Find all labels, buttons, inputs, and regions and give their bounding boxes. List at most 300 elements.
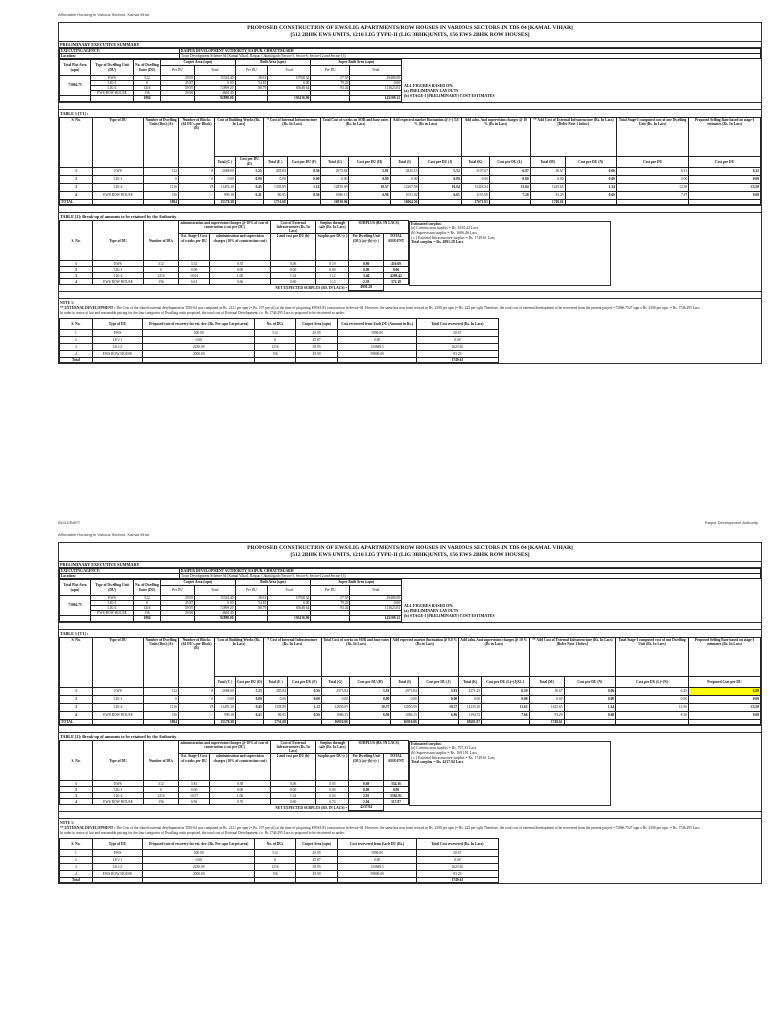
header-stage1: Total Stage-I computed cost of one Dwelling Unit (Rs. In Lacs) [616,637,689,676]
row-value: 10.57 [179,793,210,799]
total-value [349,719,390,724]
row-value: 0.00 [215,695,236,703]
row-units: 512 [144,167,179,175]
total-value [616,719,689,724]
row-value: 93.29 [529,711,564,719]
area-sb-per: 79.23 [311,80,350,85]
basis-line: ALL FIGURES BASED ON: [404,603,454,609]
table2-section [59,212,761,291]
row-value: 0.00 [263,695,287,703]
subheader-cell: Total (I) [391,676,419,687]
row-blocks: 0 [179,175,215,183]
blank-cell [255,358,296,363]
row-value: 12207.58 [390,183,419,191]
table2-label: TABLE [2]: Break-up of amounts to be retained by the Authority [60,213,177,219]
row-value: 999.18 [215,191,236,199]
row-type: LIG-1 [93,267,144,273]
table3-row [60,337,499,344]
total-carpet: 92898.00 [195,96,235,101]
area-table [59,59,402,101]
row-value: 5.81 [349,167,390,175]
header-carpet-total: Total [195,585,235,595]
area-carpet-total: 15334.40 [195,75,235,80]
row-value: 0.00 [235,175,263,183]
area-built-total: 0.00 [268,80,311,85]
table3-row [60,864,499,871]
area-built-total: 83648.64 [268,606,311,611]
estimated-line: Estimated surplus: [411,741,442,746]
row-units: 0 [144,695,179,703]
area-section [59,579,761,621]
area-carpet-total: 4664.40 [195,91,235,96]
subheader-cell: Total (C ) [215,156,236,167]
row-value: 0.00 [529,695,564,703]
area-carpet-total: 0.00 [195,80,235,85]
row-sno: 3 [60,793,93,799]
table1-label: TABLE 1 [T1] : [59,629,761,637]
estimated-line: Estimated surplus: [411,221,442,226]
row-value: 10.04 [419,183,461,191]
header-sb-total: Total [350,65,402,75]
table3-cell: 156 [255,351,296,358]
table3-header: S. No. [60,839,93,850]
table2 [59,740,409,811]
row-dus: 156 [144,279,179,285]
header-blocks: Number of Blocks (64 DU's per Block) (B) [179,637,215,687]
row-dus: 0 [144,267,179,273]
row-value: 30.67 [530,167,565,175]
header-built-total: Total [268,585,311,595]
header-internal: * Cost of Internal Infrastructure (Rs. In Lacs) [263,637,321,676]
table3-cell: 5990.00 [338,330,416,337]
dwelling-units: 156 [134,91,161,96]
row-value: 1086.13 [321,191,349,199]
agency-label: EXECUTING AGENCY: [60,569,180,574]
table3-header: S. No. [60,319,93,330]
subheader-cell: Cost per DU (F) [287,676,321,687]
area-total-row [60,96,402,101]
sheet-title [59,543,761,562]
table3-cell: 29.90 [295,871,338,878]
row-value: 10.57 [418,703,458,711]
row-value: 317.87 [383,799,408,805]
table3-cell: 5990.00 [338,850,416,857]
net-surplus-label: NET EXPECTED SURPLUS (RS. IN LACS) = [60,285,349,290]
table1-row [60,695,761,703]
divider [59,811,761,818]
row-value: 0.00 [688,695,760,703]
header-building: Cost of Building Works (Rs. In Lacs) [215,637,264,676]
table3-header: Type of DU [92,319,143,330]
subheader-land: Land cost per DU (b) [270,754,316,781]
subheader-cell: Cost per DU (H) [349,156,390,167]
summary-label: PRELIMINARY EXECUTIVE SUMMARY [59,42,761,48]
row-sno: 2 [60,175,93,183]
footer-right: Raipur Development Authority [704,520,758,525]
basis-line: (b) STAGE-I [PRELIMINARY] COST ESTIMATES [404,93,495,99]
row-value: 0.54 [316,793,349,799]
row-value: 0.00 [461,175,489,183]
row-value: 9.00 [688,711,760,719]
row-value: 0.00 [179,267,210,273]
row-value: 5.52 [419,167,461,175]
total-value [235,199,263,204]
row-value: 9.00 [689,191,761,199]
row-value: 0.06 [564,687,616,695]
row-value: 410.69 [383,261,408,267]
subheader-land: Land cost per DU (b) [270,234,316,261]
location-row [60,574,761,579]
subheader-cell: Cost per DU (F) [287,156,321,167]
table3-row [60,351,499,358]
header-sno: S. No. [60,740,93,781]
subheader-cell: Total (C ) [215,676,236,687]
row-value: 6.96 [418,711,458,719]
total-value: 15178.38 [215,719,236,724]
plot-area-value: 73066.75 [60,75,91,96]
estimated-line: (a) Construction surplus = Rs. 1635.22 Lacs [411,226,479,231]
blank-cell [93,199,144,204]
summary-sheet [58,542,762,884]
row-value: 0.00 [616,695,689,703]
area-carpet-per: 29.90 [161,91,195,96]
subheader-pdu: Per Dwelling Unit (DU) (a)+(b)+(c ) [349,754,384,781]
blank-cell [235,96,268,101]
row-units: 156 [144,711,179,719]
row-value: 2825.15 [390,167,419,175]
blank-cell [143,358,255,363]
running-header: Affordable Housing in Various Sectors, Kamal Vihar [58,12,150,17]
table1-row [60,687,761,695]
divider [59,205,761,212]
row-value: 12.38 [616,183,688,191]
area-built-total: 19768.32 [268,75,311,80]
row-value: 10.57 [349,183,390,191]
row-value: 0.00 [530,175,565,183]
row-value: 86.95 [263,191,287,199]
total-built: 103416.96 [268,96,311,101]
row-sno: 2 [60,695,93,703]
dwelling-type: EWS [91,75,134,80]
row-value: 0.00 [419,175,461,183]
table3-cell: 0.00 [338,857,416,864]
blank-cell [338,358,416,363]
area-built-per: 68.79 [235,86,268,91]
row-value: 1086.13 [321,711,349,719]
row-value: 1.34 [564,703,616,711]
row-value: 354.16 [383,781,408,787]
row-type: EWS ROW HOUSE [93,799,144,805]
row-value: 0.00 [321,695,349,703]
estimated-line: ( c ) External Infrastructure surplus = Rs. 1749.61 Lacs [411,755,495,760]
row-sno: 3 [60,183,93,191]
row-value: 0.56 [287,687,321,695]
subheader-tot: TOTAL AMOUNT [383,754,408,781]
row-type: LIG-2 [93,793,144,799]
row-sno: 1 [60,261,93,267]
table3-header: Carpet Area (sqm) [295,319,338,330]
table3-header: Proposed rate of recovery for ext. dev. (Rs. Per sqm Carpet area) [143,319,255,330]
header-blocks: Number of Blocks (64 DU's per Block) (B) [179,117,215,167]
total-carpet: 92898.00 [195,616,235,621]
row-value: 1.00 [210,273,271,279]
row-value: 0.56 [287,167,321,175]
row-type: EWS ROW HOUSE [93,711,144,719]
area-built-per: 38.61 [235,595,268,600]
row-type: LIG-2 [93,273,144,279]
row-value: 0.00 [390,175,419,183]
document-page [0,0,768,500]
row-value: 1.34 [270,793,316,799]
table3-total-row [60,358,499,363]
row-value: 0.00 [564,695,616,703]
subheader-cell: Cost per DU [689,156,761,167]
total-value: 1731.68 [263,199,287,204]
subheader-cell: Total (G) [321,156,349,167]
total-units: 1884 [134,96,161,101]
header-carpet-per-du: Per DU [161,65,195,75]
header-built-area: Built Area (sqm) [235,580,311,585]
blank-cell [143,878,255,883]
dwelling-type: LIG-2 [91,606,134,611]
subheader-pdu: Per Dwelling Unit (DU) (a)+(b)+(c ) [349,234,384,261]
row-value: 0.00 [565,175,616,183]
table3-cell: 4 [60,871,93,878]
total-value: 15178.38 [215,199,236,204]
row-value: 7.28 [489,191,530,199]
table3-cell: 1216 [255,864,296,871]
table3-cell: LIG-2 [92,344,143,351]
area-carpet-per: 45.87 [161,80,195,85]
table3-cell: 1625.65 [416,864,498,871]
blank-cell [179,199,215,204]
header-sno: S. No. [60,117,93,167]
blank-cell [311,96,350,101]
divider [59,102,761,109]
location-row [60,54,761,59]
table3-cell: LIG-1 [92,337,143,344]
row-value: 0.00 [287,175,321,183]
table3-cell: 0.00 [416,337,498,344]
document-page [0,520,768,1020]
area-carpet-total: 4664.40 [195,611,235,616]
table3-cell: 45.87 [295,337,338,344]
row-value: 2688.00 [215,167,236,175]
table3-cell: 2000.00 [143,351,255,358]
title-line-1: PROPOSED CONSTRUCTION OF EWS/LIG APARTMENTS/ROW HOUSES IN VARIOUS SECTORS IN TDS 04 [KAMAL VIHAR] [247,25,573,31]
table3-cell: 512 [255,850,296,857]
area-built-per: 38.61 [235,75,268,80]
area-built-total: 83648.64 [268,86,311,91]
net-surplus-value: 4991.28 [349,285,384,290]
row-value: 0.06 [565,167,616,175]
row-sno: 1 [60,167,93,175]
basis-line: (a) PRELIMINARY LAYOUTS [404,88,459,94]
row-type: EWS [93,781,144,787]
area-carpet-total: 72899.20 [195,86,235,91]
row-type: LIG-2 [93,183,144,191]
row-value: 6.45 [616,687,689,695]
area-sb-total: 29486.08 [350,75,402,80]
subheader-spd: Surplus per DU (c ) [316,754,349,781]
header-external: ** Add Cost of External Infrastructure (Rs. In Lacs) [Refer Note 1 below] [530,117,616,156]
row-value: 6.96 [349,711,390,719]
row-value: 0.00 [235,695,263,703]
dwelling-units: 512 [134,595,161,600]
header-admin-group: administration and supervision charges @ 10% of cost of construction (cost per DU) [179,220,271,234]
basis-line: ALL FIGURES BASED ON: [404,83,454,89]
table3-cell: 200.00 [143,330,255,337]
header-superbuilt-area: Super Built Area (sqm) [311,580,402,585]
total-value [419,199,461,204]
summary-label: PRELIMINARY EXECUTIVE SUMMARY [59,562,761,568]
dwelling-units: 0 [134,80,161,85]
area-sb-total: 0.00 [350,80,402,85]
total-value [482,719,529,724]
row-type: LIG-1 [93,787,144,793]
area-carpet-per: 29.90 [161,611,195,616]
header-admin-group: administration and supervision charges @ 10% of cost of construction (cost per DU) [179,740,271,754]
row-value: 0.60 [565,191,616,199]
table2-net-row [60,285,409,290]
row-value: 6.50 [688,687,760,695]
table3-cell: 93.29 [416,871,498,878]
table3-cell: EWS ROW HOUSE [92,351,143,358]
row-value: 2973.84 [321,167,349,175]
table2-label: TABLE [2]: Break-up of amounts to be retained by the Authority [60,733,177,739]
subheader-cell: Cost per DU (D) [235,156,263,167]
area-carpet-per: 59.95 [161,606,195,611]
row-units: 512 [144,687,179,695]
divider [59,622,761,629]
summary-sheet [58,22,762,364]
table3-row [60,871,499,878]
title-line-1: PROPOSED CONSTRUCTION OF EWS/LIG APARTMENTS/ROW HOUSES IN VARIOUS SECTORS IN TDS 04 [KAMAL VIHAR] [247,545,573,551]
row-value: 1194.74 [459,711,482,719]
estimated-line: (b) Supervision surplus = Rs. 1691.01 Lacs [411,751,477,756]
total-units: 1884 [134,616,161,621]
row-value: 2688.00 [215,687,236,695]
row-value: 2973.84 [321,687,349,695]
row-blocks: 8 [179,167,215,175]
table3-cell: 45.87 [295,857,338,864]
row-value: 0.00 [489,175,530,183]
table1-row [60,191,761,199]
subheader-cell: Total (E ) [263,676,287,687]
area-built-total: 19768.32 [268,595,311,600]
row-value: 0.56 [287,711,321,719]
row-value: 0.66 [210,279,271,285]
subheader-cell: Proposed Cost per DU [688,676,760,687]
table1-row [60,183,761,191]
header-sb-total: Total [350,585,402,595]
total-value: 18601.07 [459,719,482,724]
row-dus: 1216 [144,793,179,799]
subheader-est: Est. Stage-I Cost of works per DU [179,754,210,781]
row-value: 93.29 [530,191,565,199]
location-value: Town Development Scheme-04 [Kamal Vihar], Raipur, Chhattisgarh (Sector-5, Sector-6, Sector-12 and Sector-13) [180,54,761,59]
header-units: Number of Dwelling Units (Dus) (A) [144,117,179,167]
table3-cell: 133688.5 [338,344,416,351]
row-value: 6.41 [235,711,263,719]
row-value: 8.26 [616,711,689,719]
row-value: 6.96 [179,799,210,805]
blank-cell [60,96,91,101]
row-value: 11.04 [489,183,530,191]
table3-cell: 1 [60,330,93,337]
net-surplus-label: NET EXPECTED SURPLUS (RS. IN LACS) = [60,805,349,810]
row-value: 0.00 [316,787,349,793]
row-value: 7.66 [482,711,529,719]
total-value [565,199,616,204]
table3-row [60,850,499,857]
dwelling-units: 0 [134,600,161,605]
row-value: 9.45 [235,183,263,191]
row-value: 0.00 [210,267,271,273]
total-value [616,199,688,204]
subheader-cell: Cost per DU (L)=(J)X1.1 [482,676,529,687]
row-value: 2973.84 [391,687,419,695]
subheader-cell: Total (M) [529,676,564,687]
subheader-cell: Total (M) [530,156,565,167]
header-internal: * Cost of Internal Infrastructure (Rs. In Lacs) [263,117,321,156]
area-sb-per: 57.59 [311,75,350,80]
row-blocks: 0 [179,695,215,703]
table3-cell: 59.95 [295,344,338,351]
note-paragraph: In order to arrive at fair and reasonable pricing for the four categories of Dwelling units proposed, the total cost of External Development, i.e. Rs 1746.295 Lacs is proposed to be recovered as under: [60,311,345,316]
table3-cell: 2230.00 [143,864,255,871]
table1-row [60,711,761,719]
table3-header: No. of DUs [255,319,296,330]
plot-area-value: 73066.75 [60,595,91,616]
table1-row [60,167,761,175]
row-value: 0.05 [316,781,349,787]
row-value: 1625.65 [529,703,564,711]
area-built-per: 68.79 [235,606,268,611]
row-value: 1358.89 [263,703,287,711]
total-value: 16910.06 [321,719,349,724]
header-sb-per-du: Per DU [311,585,350,595]
row-value: 0.00 [270,787,316,793]
dwelling-type: EWS ROW HOUSE [91,91,134,96]
row-value: 12850.09 [321,183,349,191]
row-value: 7.87 [616,191,688,199]
table3-cell: 0 [255,857,296,864]
row-units: 1216 [144,703,179,711]
row-value: 0.00 [383,787,408,793]
table1-header-row [60,117,761,156]
dwelling-units: 1216 [134,86,161,91]
row-value: 6.41 [235,191,263,199]
row-value: 0.00 [287,695,321,703]
row-value: 1.34 [270,273,316,279]
row-dus: 156 [144,799,179,805]
estimated-surplus-box [409,221,611,286]
row-value: 11491.20 [215,183,236,191]
row-units: 0 [144,175,179,183]
table2-section [59,732,761,811]
header-sor: Total Cost of works on SOR and base rates (Rs. In Lacs) [321,117,390,156]
total-value [235,719,263,724]
table3-cell: 3 [60,344,93,351]
subheader-cell: Cost per DU (L) [489,156,530,167]
header-dwelling-type: Type of Dwelling Unit (DU) [91,580,134,595]
subheader-cell: Cost per DU [616,156,688,167]
blank-cell [295,878,338,883]
row-value: 0.06 [270,261,316,267]
dwelling-type: LIG-1 [91,80,134,85]
row-value: 0.56 [287,191,321,199]
